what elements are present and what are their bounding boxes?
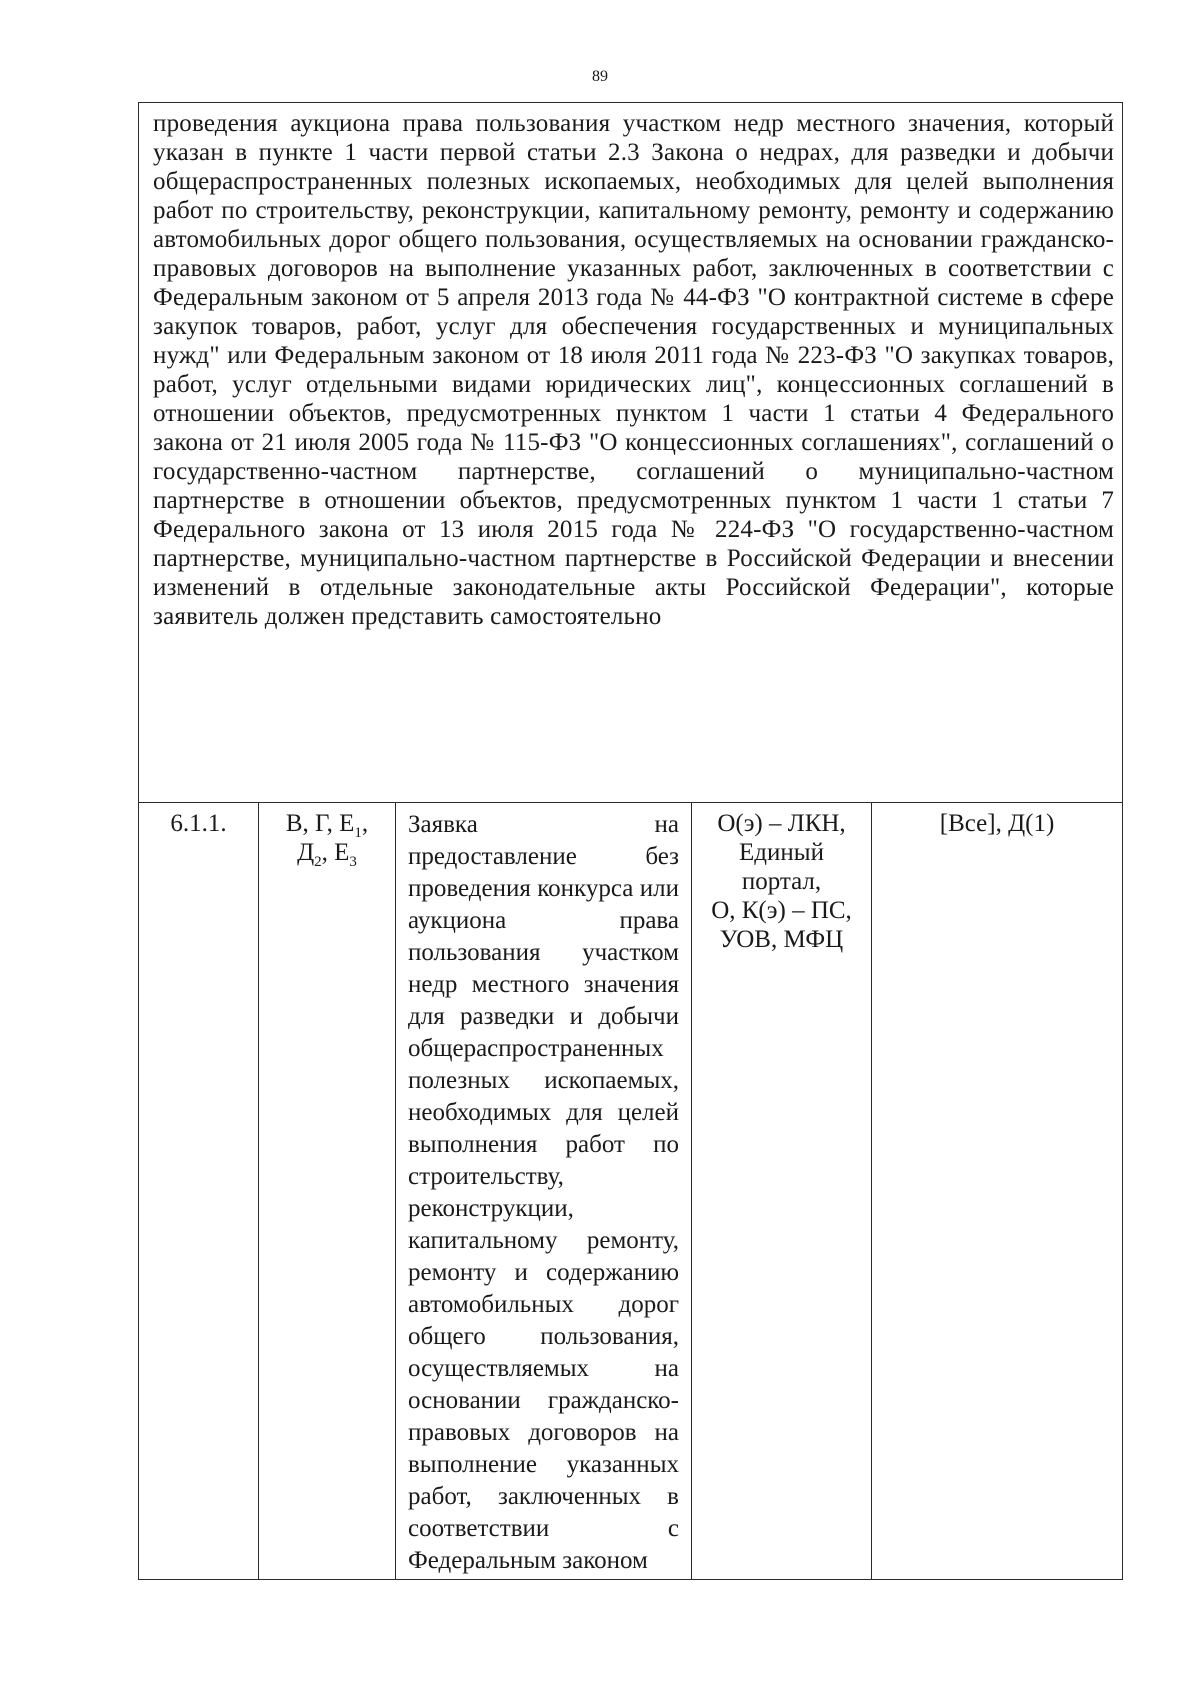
table-row (139, 803, 1123, 1580)
table-header-row (139, 103, 1123, 803)
codes-text: , (361, 810, 369, 837)
channel-line: Единый (739, 839, 824, 866)
codes-subscript: 2 (314, 854, 322, 870)
row-applicants: [Все], Д(1) (872, 803, 1123, 1580)
header-cell (139, 103, 1123, 803)
codes-subscript: 1 (354, 825, 362, 841)
codes-text: Д (297, 839, 315, 866)
row-codes (259, 803, 396, 1580)
channel-line: О(э) – ЛКН, (717, 810, 846, 837)
page-number: 89 (592, 68, 608, 85)
codes-line-1 (259, 809, 395, 841)
row-description: Заявка на предоставление без проведения конкурса или аукциона права пользования участком недр местного значения для разведки и добычи общераспространенных полезных ископаемых, необходимых для целей выполнения работ по строительству, реконструкции, капитальному ремонту, ремонту и содержанию автомобильных дорог общего пользования, осуществляемых на основании гражданско-правовых договоров на выполнение указанных работ, заключенных в соответствии с Федеральным законом (396, 803, 692, 1580)
row-channels (692, 803, 872, 1580)
codes-line-2 (259, 838, 395, 870)
codes-subscript: 3 (349, 854, 357, 870)
header-text: проведения аукциона права пользования участком недр местного значения, который указан в пункте 1 части первой статьи 2.3 Закона о недрах, для разведки и добычи общераспространенных полезных ископаемых, необходимых для целей выполнения работ по строительству, реконструкции, капитальному ремонту, ремонту и содержанию автомобильных дорог общего пользования, осуществляемых на основании гражданско-правовых договоров на выполнение указанных работ, заключенных в соответствии с Федеральным законом от 5 апреля 2013 года № 44-ФЗ "О контрактной системе в сфере закупок товаров, работ, услуг для обеспечения государственных и муниципальных нужд" или Федеральным законом от 18 июля 2011 года № 223-ФЗ "О закупках товаров, работ, услуг отдельными видами юридических лиц", концессионных соглашений в отношении объектов, предусмотренных пунктом 1 части 1 статьи 4 Федерального закона от 21 июля 2005 года № 115-ФЗ "О концессионных соглашениях", соглашений о государственно-частном партнерстве, соглашений о муниципально-частном партнерстве в отношении объектов, предусмотренных пунктом 1 части 1 статьи 7 Федерального закона от 13 июля 2015 года № 224-ФЗ "О государственно-частном партнерстве, муниципально-частном партнерстве в Российской Федерации и внесении изменений в отдельные законодательные акты Российской Федерации", которые заявитель должен представить самостоятельно (153, 110, 1115, 630)
row-number: 6.1.1. (139, 803, 259, 1580)
document-table (138, 102, 1123, 1580)
channel-line: УОВ, МФЦ (719, 926, 844, 953)
channel-line: портал, (741, 868, 822, 895)
channel-line: О, К(э) – ПС, (711, 897, 852, 924)
codes-text: В, Г, Е (285, 810, 355, 837)
codes-text: , Е (321, 839, 350, 866)
